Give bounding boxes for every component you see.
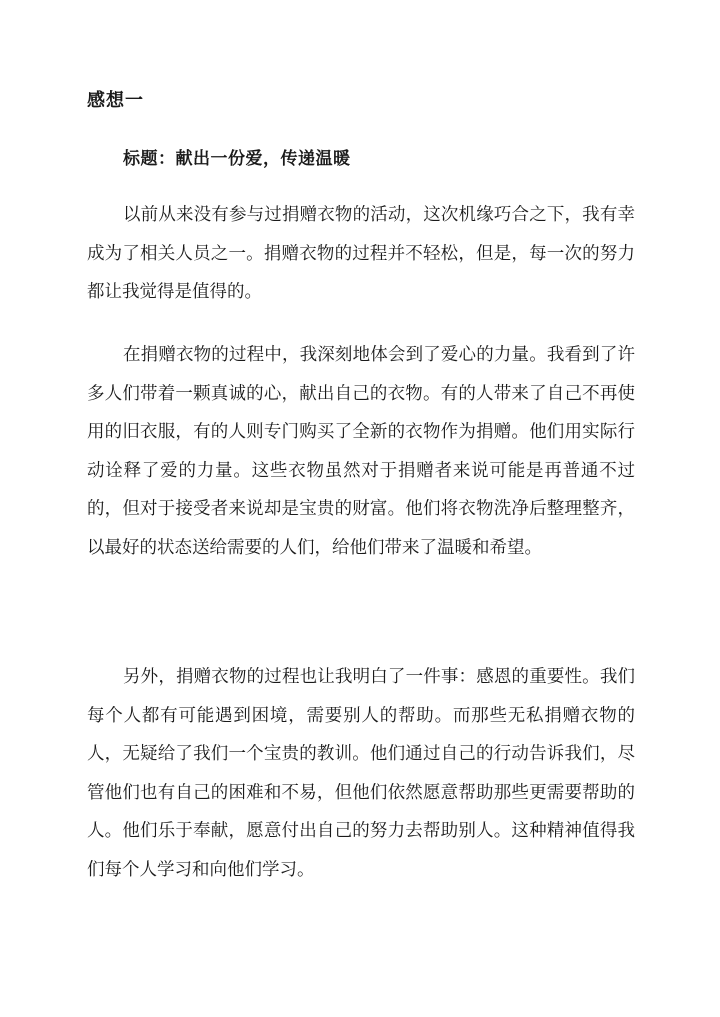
paragraph-1: 以前从来没有参与过捐赠衣物的活动，这次机缘巧合之下，我有幸成为了相关人员之一。捐赠衣物的过程并不轻松，但是，每一次的努力都让我觉得是值得的。 bbox=[87, 205, 635, 303]
section-heading: 感想一 bbox=[87, 90, 144, 111]
paragraph-3: 另外，捐赠衣物的过程也让我明白了一件事：感恩的重要性。我们每个人都有可能遇到困境，需要别人的帮助。而那些无私捐赠衣物的人，无疑给了我们一个宝贵的教训。他们通过自己的行动告诉我们，尽管他们也有自己的困难和不易，但他们依然愿意帮助那些更需要帮助的人。他们乐于奉献，愿意付出自己的努力去帮助别人。这种精神值得我们每个人学习和向他们学习。 bbox=[87, 667, 635, 880]
essay-title: 标题：献出一份爱，传递温暖 bbox=[123, 149, 351, 169]
paragraph-2: 在捐赠衣物的过程中，我深刻地体会到了爱心的力量。我看到了许多人们带着一颗真诚的心，献出自己的衣物。有的人带来了自己不再使用的旧衣服，有的人则专门购买了全新的衣物作为捐赠。他们用实际行动诠释了爱的力量。这些衣物虽然对于捐赠者来说可能是再普通不过的，但对于接受者来说却是宝贵的财富。他们将衣物洗净后整理整齐，以最好的状态送给需要的人们，给他们带来了温暖和希望。 bbox=[87, 345, 635, 558]
